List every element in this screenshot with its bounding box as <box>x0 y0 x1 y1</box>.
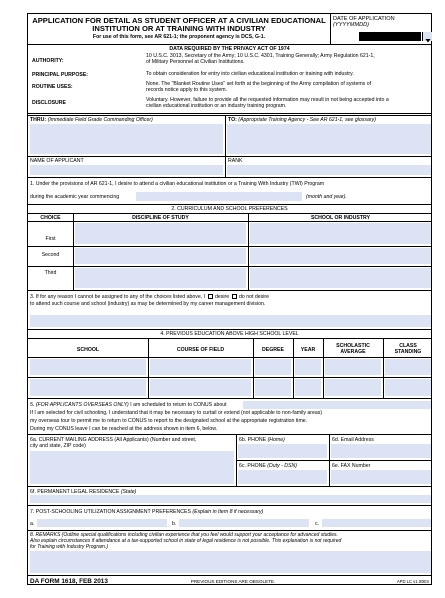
principal-purpose-text: To obtain consideration for entry into civilian educational institution or training with industry. <box>146 71 354 77</box>
second-school-field[interactable] <box>250 248 431 264</box>
edu-row2-degree[interactable] <box>255 379 291 396</box>
item7-a-label: a. <box>30 521 35 527</box>
academic-year-field[interactable] <box>136 192 302 201</box>
item3-text-line2: to attend such course and school (industry) as may be determined by my career management division. <box>30 301 266 307</box>
date-of-application-label: DATE OF APPLICATION <box>333 16 395 22</box>
mailing-address-label-1: 6a. CURRENT MAILING ADDRESS (All Applicants) (Number and street, <box>30 437 197 443</box>
disclosure-label: DISCLOSURE <box>32 100 67 106</box>
edu-row1-year[interactable] <box>295 359 321 375</box>
course-column-header: COURSE OF FIELD <box>176 347 225 353</box>
choice-first-label: First <box>45 236 56 242</box>
second-discipline-field[interactable] <box>75 248 246 264</box>
form-number: DA FORM 1618, FEB 2013 <box>30 578 108 585</box>
permanent-residence-field[interactable] <box>30 495 431 503</box>
routine-uses-label: ROUTINE USES: <box>32 84 73 90</box>
item2-heading: 2. CURRICULUM AND SCHOOL PREFERENCES <box>171 206 288 212</box>
discipline-column-header: DISCIPLINE OF STUDY <box>132 215 189 221</box>
scholastic-column-header-2: AVERAGE <box>340 349 366 355</box>
remarks-field[interactable] <box>30 551 431 573</box>
desire-checkbox[interactable] <box>208 294 213 299</box>
routine-uses-text-2: records notice apply to this system. <box>146 87 228 93</box>
third-discipline-field[interactable] <box>75 268 246 288</box>
apd-version: APD LC v1.00ES <box>396 579 429 584</box>
date-of-application-field-redacted[interactable] <box>359 32 421 41</box>
class-standing-header-2: STANDING <box>394 349 422 355</box>
item3-text: 3. If for any reason I cannot be assigned to any of the choices listed above, I desire do not desire <box>30 294 269 300</box>
remarks-label-3: for Training with Industry Program.) <box>30 544 108 550</box>
date-dropdown-button[interactable] <box>422 32 432 41</box>
email-address-field[interactable] <box>331 444 431 458</box>
item7-c-label: c. <box>315 521 320 527</box>
item7-a-field[interactable] <box>37 519 167 527</box>
item1-academic-year-label: during the academic year commencing <box>30 194 120 200</box>
remarks-label-1: 8. REMARKS (Outline special qualifications including civilian experience that you feel would support your acceptance for advanced studies. <box>30 532 338 538</box>
degree-column-header: DEGREE <box>262 347 284 353</box>
thru-field[interactable] <box>30 124 223 154</box>
rank-field[interactable] <box>227 165 431 175</box>
edu-row1-degree[interactable] <box>255 359 291 375</box>
item5-line4: During my CONUS leave I can be reached at the address shown in item 6, below. <box>30 426 218 432</box>
item3-field[interactable] <box>30 315 431 327</box>
form-subtitle: For use of this form, see AR 621-1; the proponent agency is DCS, G-1. <box>92 34 266 40</box>
authority-text-1: 10 U.S.C. 3013, Secretary of the Army; 10 U.S.C. 4301, Training Generally; Army Regulation 621-1, <box>146 53 375 59</box>
remarks-label-2: Also explain circumstances if attendance at a tax-supported school in state of legal residence is not possible. This explanation is not required <box>30 538 342 544</box>
item7-label: 7. POST-SCHOOLING UTILIZATION ASSIGNMENT PREFERENCES (Explain in Item 8 if necessary) <box>30 509 264 515</box>
fax-number-label: 6e. FAX Number <box>332 463 371 469</box>
phone-duty-field[interactable] <box>238 470 327 484</box>
name-of-applicant-field[interactable] <box>30 165 223 175</box>
thru-label: THRU: (Immediate Field Grade Commanding Officer) <box>30 117 153 123</box>
to-field[interactable] <box>227 124 431 154</box>
item5-line3: my overseas tour to permit me to return to CONUS to report to the designated school at the appropriate registration time. <box>30 418 308 424</box>
previous-editions-note: PREVIOUS EDITIONS ARE OBSOLETE. <box>190 579 276 584</box>
month-year-hint: (month and year). <box>306 194 347 200</box>
item5-line1: 5. (FOR APPLICANTS OVERSEAS ONLY) I am scheduled to return to CONUS about <box>30 402 227 408</box>
do-not-desire-checkbox[interactable] <box>232 294 237 299</box>
edu-row1-average[interactable] <box>325 359 381 375</box>
third-school-field[interactable] <box>250 268 431 288</box>
edu-row1-standing[interactable] <box>385 359 431 375</box>
edu-row2-school[interactable] <box>30 379 146 396</box>
return-to-conus-date-field[interactable] <box>243 401 431 409</box>
choice-third-label: Third <box>44 270 57 276</box>
year-column-header: YEAR <box>300 347 316 353</box>
principal-purpose-label: PRINCIPAL PURPOSE: <box>32 72 89 78</box>
item1-text: 1. Under the provisions of AR 621-1, I desire to attend a civilian educational institution or a Training With Industry (TWI) Program <box>30 181 325 187</box>
name-of-applicant-label: NAME OF APPLICANT <box>30 158 84 164</box>
choice-column-header: CHOICE <box>40 215 61 221</box>
disclosure-text-2: civilian educational institution or an industry training program. <box>146 103 287 109</box>
privacy-act-heading: DATA REQUIRED BY THE PRIVACY ACT OF 1974 <box>169 46 290 52</box>
authority-text-2: of Military Personnel at Civilian Institutions. <box>146 59 245 65</box>
permanent-residence-label: 6f. PERMANENT LEGAL RESIDENCE (State) <box>30 489 137 495</box>
mailing-address-label-2: city and state, ZIP code) <box>30 443 86 449</box>
edu-row2-course[interactable] <box>150 379 251 396</box>
school-or-industry-column-header: SCHOOL OR INDUSTRY <box>310 215 371 221</box>
scholastic-column-header-1: SCHOLASTIC <box>336 343 370 349</box>
mailing-address-field[interactable] <box>30 451 234 484</box>
phone-duty-label: 6c. PHONE (Duty - DSN) <box>239 463 297 469</box>
choice-second-label: Second <box>41 252 60 258</box>
edu-row1-course[interactable] <box>150 359 251 375</box>
edu-row2-average[interactable] <box>325 379 381 396</box>
first-discipline-field[interactable] <box>75 223 246 244</box>
email-address-label: 6d. Email Address <box>332 437 374 443</box>
authority-label: AUTHORITY: <box>32 58 64 64</box>
edu-row2-standing[interactable] <box>385 379 431 396</box>
routine-uses-text-1: None. The "Blanket Routine Uses" set forth at the beginning of the Army compilation of systems of <box>146 81 372 87</box>
phone-home-label: 6b. PHONE (Home) <box>239 437 285 443</box>
item7-b-label: b. <box>172 521 177 527</box>
item7-c-field[interactable] <box>322 519 431 527</box>
date-format-hint: (YYYYMMDD) <box>333 22 370 28</box>
to-label: TO: (Appropriate Training Agency - See AR 621-1, see glossary) <box>228 117 376 123</box>
edu-row1-school[interactable] <box>30 359 146 375</box>
disclosure-text-1: Voluntary. However, failure to provide all the requested information may result in not being accepted into a <box>146 97 389 103</box>
fax-number-field[interactable] <box>331 470 431 484</box>
first-school-field[interactable] <box>250 223 431 244</box>
item5-line2: If I am selected for civil schooling, I understand that it may be necessary to curtail or extend (not applicable to non-family areas) <box>30 410 323 416</box>
edu-row2-year[interactable] <box>295 379 321 396</box>
school-column-header: SCHOOL <box>76 347 100 353</box>
form-frame <box>27 13 432 585</box>
form-title-line2: INSTITUTION OR AT TRAINING WITH INDUSTRY <box>92 24 266 33</box>
item7-b-field[interactable] <box>179 519 309 527</box>
phone-home-field[interactable] <box>238 444 327 458</box>
class-standing-header-1: CLASS <box>399 343 417 349</box>
rank-label: RANK <box>228 158 243 164</box>
item4-heading: 4. PREVIOUS EDUCATION ABOVE HIGH SCHOOL LEVEL <box>160 331 299 337</box>
form-title-line1: APPLICATION FOR DETAIL AS STUDENT OFFICER AT A CIVILIAN EDUCATIONAL <box>32 16 326 25</box>
